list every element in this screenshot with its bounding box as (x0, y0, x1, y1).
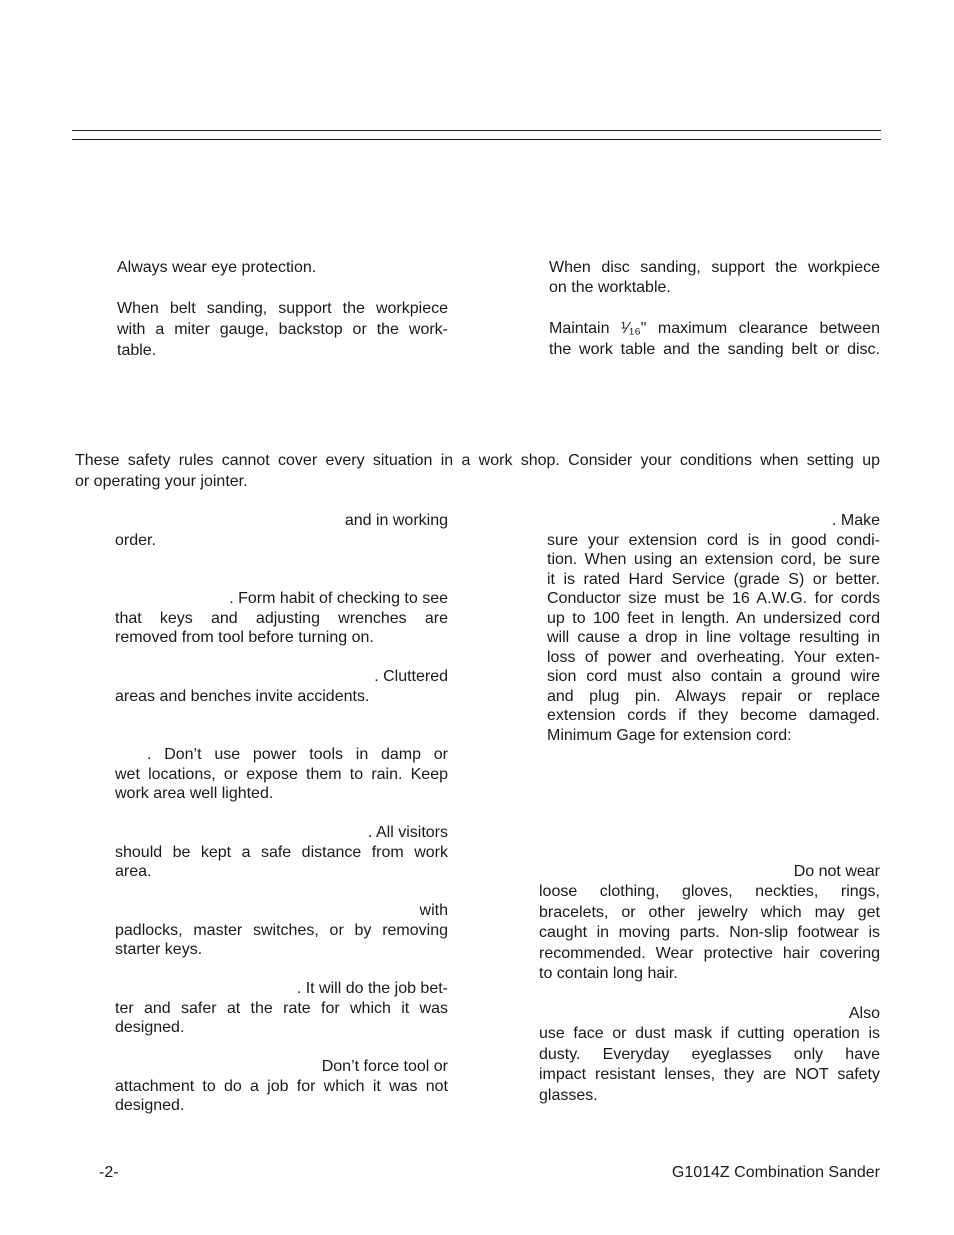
text-line: on the worktable. (549, 279, 671, 296)
text-line: Conductor size must be 16 A.W.G. for cords (547, 590, 880, 607)
text-line: Also (848, 1005, 880, 1022)
text-line: When belt sanding, support the workpiece (117, 300, 448, 317)
text-line: extension cords if they become damaged. (547, 707, 880, 724)
text-line: Minimum Gage for extension cord: (547, 726, 792, 744)
text-line: removed from tool before turning on. (115, 629, 374, 646)
clearance-rule (549, 318, 880, 360)
text-line: Don’t force tool or (321, 1058, 448, 1075)
text-line: should be kept a safe distance from work (115, 843, 448, 861)
eye-protection-rule (117, 258, 448, 278)
text-line: starter keys. (115, 941, 203, 958)
text-line: . Form habit of checking to see (229, 590, 448, 607)
rule-childproof (115, 901, 448, 960)
text-line: . Cluttered (374, 668, 448, 685)
text-line: to contain long hair. (539, 965, 678, 983)
text-line: caught in moving parts. Non-slip footwear is (539, 924, 880, 942)
rule-right-tool (115, 1057, 448, 1116)
text-line: area. (115, 863, 152, 880)
text-line: it is rated Hard Service (grade S) or better. (547, 570, 880, 588)
text-line: up to 100 feet in length. An undersized cord (547, 609, 880, 627)
text-line: table. (117, 342, 157, 359)
text-line: recommended. Wear protective hair covering (539, 944, 880, 962)
text-line: areas and benches invite accidents. (115, 688, 370, 705)
text-line: sure your extension cord is in good condi- (547, 531, 880, 549)
text-line: padlocks, master switches, or by removing (115, 921, 448, 939)
text-line: Always wear eye protection. (117, 259, 317, 276)
disc-sanding-rule (549, 258, 880, 298)
text-line: attachment to do a job for which it was not (115, 1077, 448, 1095)
rule-remove-keys (115, 589, 448, 648)
intro-paragraph (75, 450, 880, 492)
text-line: . Don’t use power tools in damp or (147, 746, 448, 763)
text-line: Do not wear (793, 863, 880, 880)
text-line: the work table and the sanding belt or disc. (549, 341, 880, 358)
text-line: . All visitors (367, 824, 448, 841)
text-line: When disc sanding, support the workpiece (549, 259, 880, 276)
top-rule-lower (72, 139, 881, 140)
rule-safety-glasses (539, 1004, 880, 1106)
text-line: designed. (115, 1019, 185, 1036)
rule-extension-cord (547, 511, 880, 745)
text-line: impact resistant lenses, they are NOT safety (539, 1066, 880, 1084)
text-line: glasses. (539, 1086, 598, 1104)
text-line: and plug pin. Always repair or replace (547, 687, 880, 705)
rule-clean-area (115, 667, 448, 707)
text-line: . Make (831, 512, 880, 529)
rule-environment (115, 745, 448, 804)
rule-dont-force-tool (115, 979, 448, 1038)
rule-working-order (115, 511, 448, 551)
text-line: with (419, 902, 448, 919)
text-line: bracelets, or other jewelry which may get (539, 903, 880, 921)
text-line: Maintain ¹⁄₁₆" maximum clearance between (549, 320, 880, 337)
text-line: or operating your jointer. (75, 473, 248, 490)
text-line: use face or dust mask if cutting operation is (539, 1025, 880, 1043)
top-rule-upper (72, 130, 881, 131)
text-line: . It will do the job bet- (296, 980, 448, 997)
rule-proper-apparel (539, 862, 880, 984)
text-line: wet locations, or expose them to rain. Keep (115, 765, 448, 783)
footer-title: G1014Z Combination Sander (671, 1164, 880, 1181)
text-line: loose clothing, gloves, neckties, rings, (539, 883, 880, 901)
text-line: will cause a drop in line voltage resulting in (547, 629, 880, 646)
page-number: -2- (99, 1164, 119, 1181)
text-line: sion cord must also contain a ground wire (547, 668, 880, 685)
text-line: These safety rules cannot cover every situation in a work shop. Consider your conditions when setting up (75, 452, 880, 469)
text-line: with a miter gauge, backstop or the work- (117, 321, 448, 338)
text-line: dusty. Everyday eyeglasses only have (539, 1045, 880, 1063)
text-line: that keys and adjusting wrenches are (115, 609, 448, 627)
text-line: designed. (115, 1097, 185, 1114)
text-line: order. (115, 532, 156, 549)
text-line: work area well lighted. (115, 785, 274, 802)
text-line: and in working (344, 512, 448, 529)
belt-sanding-rule (117, 298, 448, 361)
rule-visitors (115, 823, 448, 882)
text-line: loss of power and overheating. Your exten- (547, 648, 880, 666)
text-line: ter and safer at the rate for which it was (115, 999, 448, 1017)
text-line: tion. When using an extension cord, be sure (547, 551, 880, 568)
